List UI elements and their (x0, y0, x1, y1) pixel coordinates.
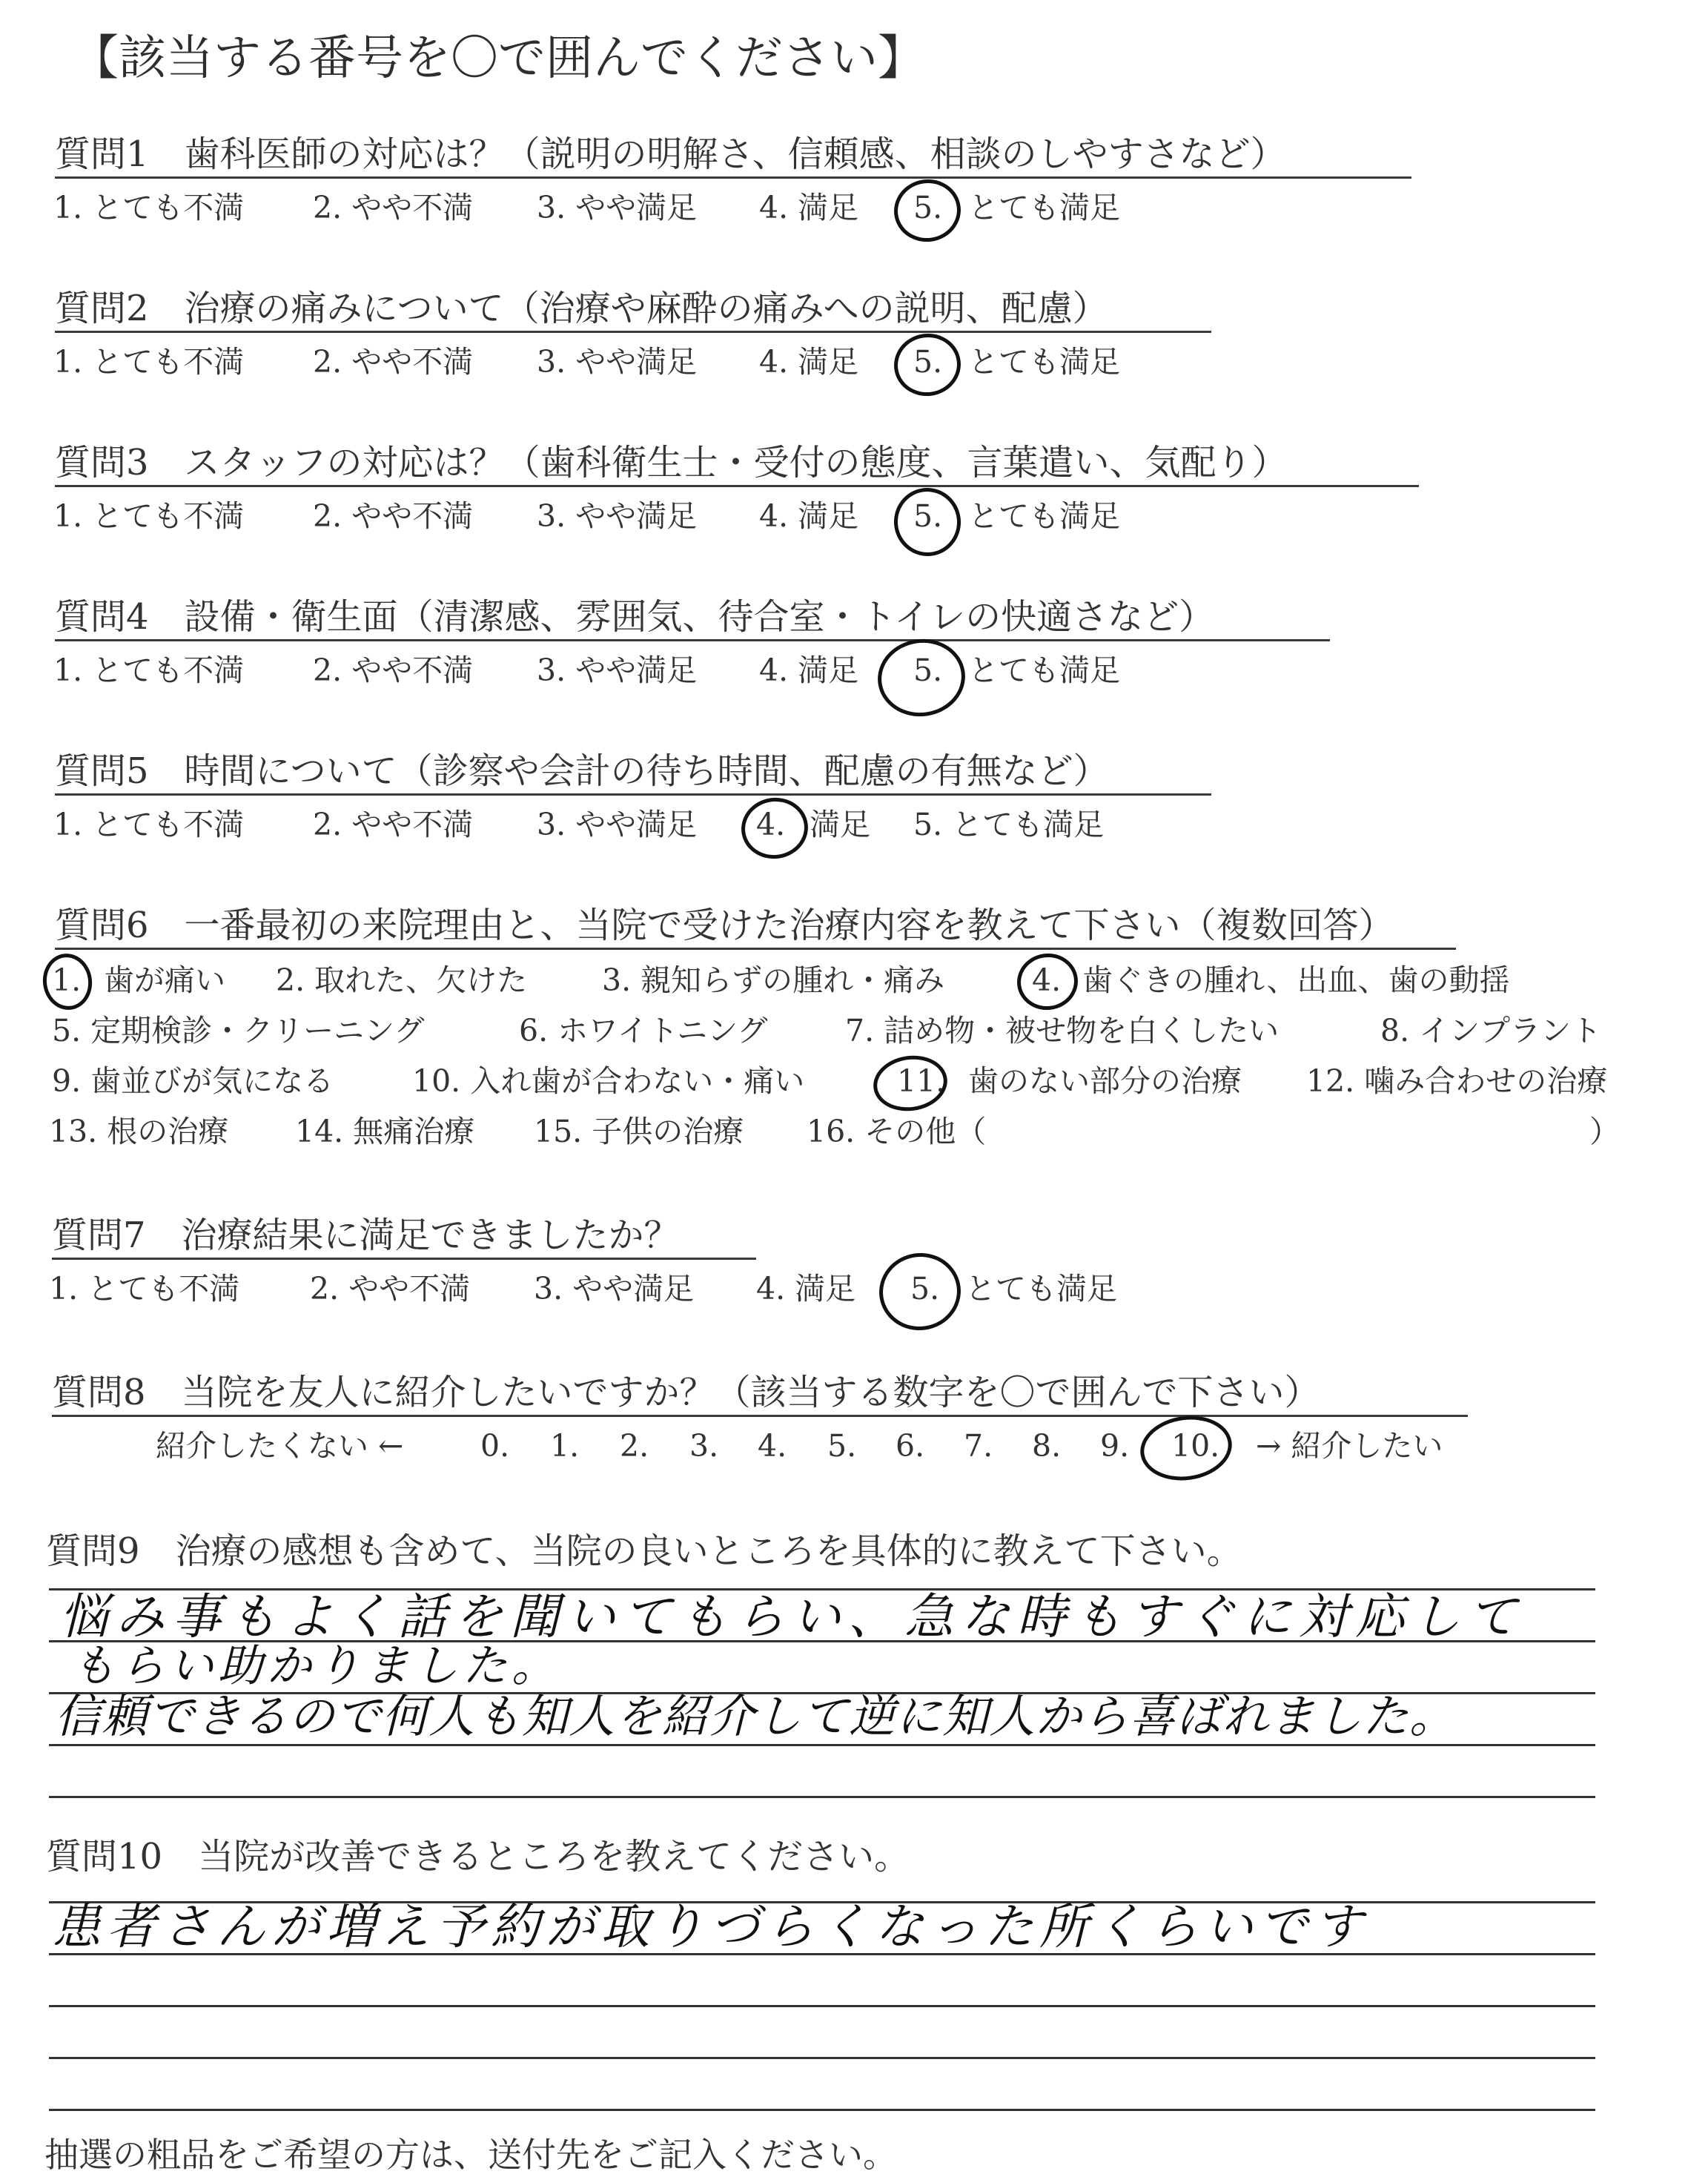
q3-option-2[interactable]: 2. やや不満 (313, 498, 474, 534)
q7-option-2[interactable]: 2. やや不満 (310, 1271, 471, 1306)
q2-option-5[interactable]: 5. (913, 344, 943, 380)
question-3-underline (55, 485, 1419, 487)
q7-answer-circle (874, 1248, 965, 1335)
q4-option-4[interactable]: 4. 満足 (759, 653, 859, 688)
q8-scale-5[interactable]: 5. (827, 1428, 857, 1464)
q8-scale-9[interactable]: 9. (1100, 1428, 1130, 1464)
q1-answer-circle (890, 175, 965, 246)
q2-option-2[interactable]: 2. やや不満 (313, 344, 474, 380)
footer-note: 抽選の粗品をご希望の方は、送付先をご記入ください。 (44, 2135, 897, 2175)
q1-option-1[interactable]: 1. とても不満 (53, 190, 245, 225)
q6-option-14[interactable]: 14. 無痛治療 (295, 1114, 475, 1149)
q10-answer-line-3 (49, 2005, 1595, 2007)
q6-answer-circle-11 (870, 1051, 950, 1115)
q5-option-4[interactable]: 4. (756, 807, 786, 842)
question-7-underline (52, 1258, 756, 1260)
question-1-underline (55, 176, 1411, 179)
question-2-title: 質問2 治療の痛みについて（治療や麻酔の痛みへの説明、配慮） (55, 288, 1108, 329)
q4-option-5-label: とても満足 (968, 653, 1120, 688)
question-5-title: 質問5 時間について（診察や会計の待ち時間、配慮の有無など） (55, 750, 1109, 792)
q10-handwritten-line-1: 患者さんが増え予約が取りづらくなった所くらいです (52, 1898, 1368, 1955)
q6-option-11[interactable]: 11. (897, 1063, 946, 1099)
question-9-title: 質問9 治療の感想も含めて、当院の良いところを具体的に教えて下さい。 (46, 1530, 1242, 1572)
q1-option-4[interactable]: 4. 満足 (759, 190, 859, 225)
q7-option-3[interactable]: 3. やや満足 (534, 1271, 695, 1306)
q4-option-3[interactable]: 3. やや満足 (537, 653, 698, 688)
q6-answer-circle-1 (39, 951, 96, 1013)
q2-option-4[interactable]: 4. 満足 (759, 344, 859, 380)
q7-option-1[interactable]: 1. とても不満 (49, 1271, 240, 1306)
q6-option-1[interactable]: 1. (52, 962, 82, 998)
q8-scale-6[interactable]: 6. (896, 1428, 925, 1464)
q8-scale-7[interactable]: 7. (964, 1428, 993, 1464)
q8-scale-8[interactable]: 8. (1032, 1428, 1062, 1464)
q4-option-2[interactable]: 2. やや不満 (313, 653, 474, 688)
q9-handwritten-line-1: 悩み事もよく話を聞いてもらい、急な時もすぐに対応して (59, 1588, 1524, 1645)
q3-option-4[interactable]: 4. 満足 (759, 498, 859, 534)
q6-option-3[interactable]: 3. 親知らずの腫れ・痛み (602, 962, 945, 998)
q6-option-7[interactable]: 7. 詰め物・被せ物を白くしたい (845, 1013, 1280, 1048)
q3-answer-circle (890, 483, 965, 561)
q6-option-11-label: 歯のない部分の治療 (968, 1063, 1242, 1099)
q6-option-12[interactable]: 12. 噛み合わせの治療 (1306, 1063, 1608, 1099)
q6-option-8[interactable]: 8. インプラント (1380, 1013, 1602, 1048)
q1-option-2[interactable]: 2. やや不満 (313, 190, 474, 225)
question-5-underline (55, 793, 1211, 796)
q5-option-3[interactable]: 3. やや満足 (537, 807, 698, 842)
q9-handwritten-line-3: 信頼できるので何人も知人を紹介して逆に知人から喜ばれました。 (55, 1689, 1457, 1743)
q8-scale-10[interactable]: 10. (1171, 1428, 1220, 1464)
q6-option-16[interactable]: 16. その他（ (807, 1114, 987, 1149)
q5-option-4-label: 満足 (810, 807, 870, 842)
q8-scale-0[interactable]: 0. (480, 1428, 510, 1464)
page-title: 【該当する番号を〇で囲んでください】 (71, 31, 925, 86)
q9-handwritten-line-2: もらい助かりました。 (71, 1640, 560, 1692)
q8-scale-2[interactable]: 2. (620, 1428, 649, 1464)
q3-option-1[interactable]: 1. とても不満 (53, 498, 245, 534)
q10-answer-line-5 (49, 2109, 1595, 2111)
q9-answer-line-5 (49, 1796, 1595, 1798)
q6-option-15[interactable]: 15. 子供の治療 (534, 1114, 744, 1149)
q8-left-label: 紹介したくない ← (156, 1428, 404, 1464)
q5-option-2[interactable]: 2. やや不満 (313, 807, 474, 842)
question-7-title: 質問7 治療結果に満足できましたか？ (52, 1215, 680, 1256)
question-6-title: 質問6 一番最初の来院理由と、当院で受けた治療内容を教えて下さい（複数回答） (55, 905, 1394, 946)
q1-option-5[interactable]: 5. (913, 190, 943, 225)
question-6-underline (55, 948, 1456, 950)
q8-right-label: → 紹介したい (1256, 1428, 1443, 1464)
q4-answer-circle (873, 633, 970, 721)
question-4-title: 質問4 設備・衛生面（清潔感、雰囲気、待合室・トイレの快適さなど） (55, 596, 1215, 638)
q6-answer-circle-4 (1013, 950, 1082, 1014)
q8-scale-4[interactable]: 4. (758, 1428, 787, 1464)
q5-answer-circle (738, 793, 812, 863)
q6-option-6[interactable]: 6. ホワイトニング (519, 1013, 768, 1048)
question-8-underline (52, 1415, 1468, 1417)
q1-option-5-label: とても満足 (968, 190, 1120, 225)
q6-option-16-close: ） (1589, 1114, 1620, 1149)
q8-answer-circle (1136, 1410, 1237, 1486)
q8-scale-3[interactable]: 3. (689, 1428, 719, 1464)
question-8-title: 質問8 当院を友人に紹介したいですか？（該当する数字を〇で囲んで下さい） (52, 1372, 1320, 1413)
q4-option-1[interactable]: 1. とても不満 (53, 653, 245, 688)
q2-option-5-label: とても満足 (968, 344, 1120, 380)
question-1-title: 質問1 歯科医師の対応は？（説明の明解さ、信頼感、相談のしやすさなど） (55, 133, 1286, 175)
q6-option-9[interactable]: 9. 歯並びが気になる (52, 1063, 334, 1099)
q6-option-13[interactable]: 13. 根の治療 (49, 1114, 229, 1149)
q3-option-3[interactable]: 3. やや満足 (537, 498, 698, 534)
q3-option-5-label: とても満足 (968, 498, 1120, 534)
question-4-underline (55, 639, 1330, 641)
q10-answer-line-4 (49, 2057, 1595, 2059)
q1-option-3[interactable]: 3. やや満足 (537, 190, 698, 225)
q7-option-5[interactable]: 5. (910, 1271, 940, 1306)
q6-option-1-label: 歯が痛い (104, 962, 225, 998)
q6-option-5[interactable]: 5. 定期検診・クリーニング (52, 1013, 425, 1048)
question-10-title: 質問10 当院が改善できるところを教えてください。 (46, 1836, 910, 1877)
q5-option-1[interactable]: 1. とても不満 (53, 807, 245, 842)
q2-answer-circle (890, 329, 965, 400)
q4-option-5[interactable]: 5. (913, 653, 943, 688)
q6-option-4-label: 歯ぐきの腫れ、出血、歯の動揺 (1082, 962, 1510, 998)
q3-option-5[interactable]: 5. (913, 498, 943, 534)
q6-option-4[interactable]: 4. (1032, 962, 1062, 998)
question-2-underline (55, 331, 1211, 333)
question-3-title: 質問3 スタッフの対応は？（歯科衛生士・受付の態度、言葉遣い、気配り） (55, 442, 1288, 483)
q2-option-1[interactable]: 1. とても不満 (53, 344, 245, 380)
q7-option-4[interactable]: 4. 満足 (756, 1271, 856, 1306)
q6-option-2[interactable]: 2. 取れた、欠けた (276, 962, 528, 998)
q5-option-5[interactable]: 5. とても満足 (913, 807, 1105, 842)
q6-option-10[interactable]: 10. 入れ歯が合わない・痛い (412, 1063, 805, 1099)
q2-option-3[interactable]: 3. やや満足 (537, 344, 698, 380)
q7-option-5-label: とても満足 (965, 1271, 1117, 1306)
q8-scale-1[interactable]: 1. (550, 1428, 580, 1464)
